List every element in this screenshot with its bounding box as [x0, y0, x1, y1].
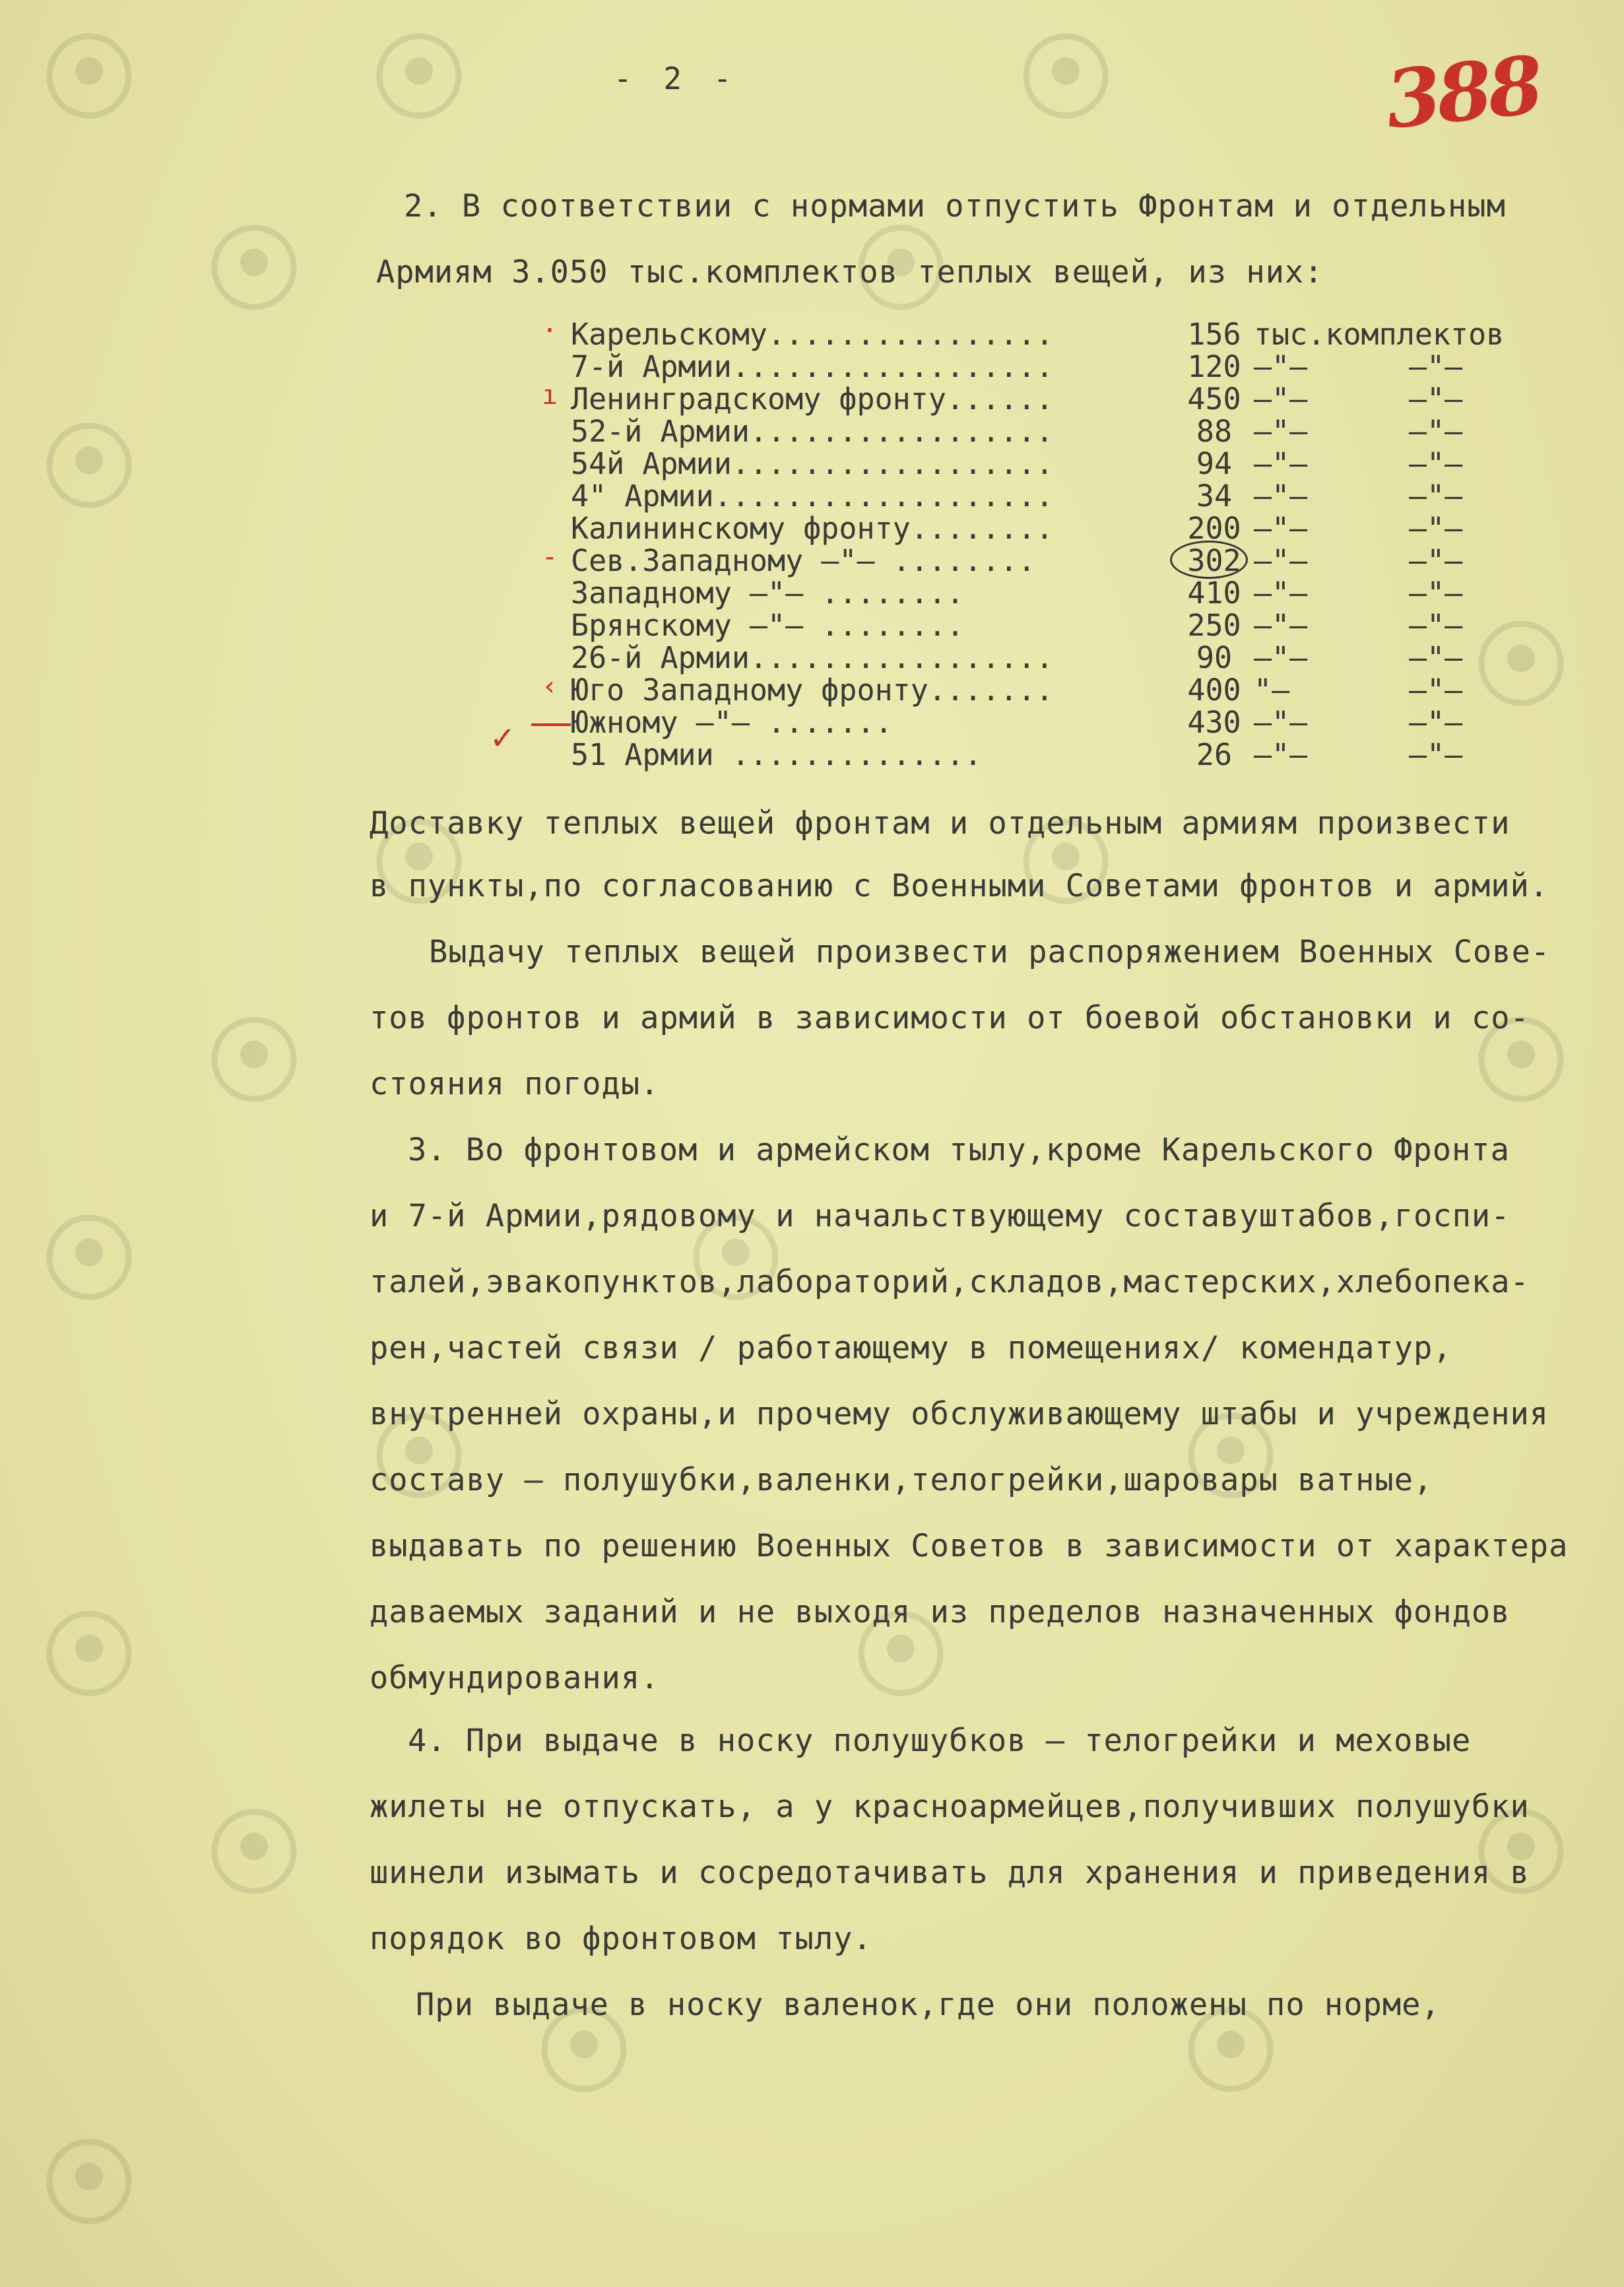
watermark-emblem-icon — [370, 26, 469, 125]
para3-line3: талей,эвакопунктов,лабораторий,складов,мастерских,хлебопека- — [370, 1264, 1530, 1300]
margin-mark-icon: - — [542, 542, 558, 572]
allocation-value: 90 — [1196, 640, 1233, 675]
allocation-unit: –"– — [1254, 479, 1308, 514]
allocation-name: Ленинградскому фронту...... — [571, 381, 1054, 416]
delivery-line2: в пункты,по согласованию с Военными Советами фронтов и армий. — [370, 868, 1549, 904]
watermark-emblem-icon — [205, 1010, 304, 1109]
allocation-unit-2: –"– — [1409, 576, 1463, 611]
allocation-row — [544, 511, 1574, 546]
allocation-unit: –"– — [1254, 511, 1308, 546]
margin-mark-icon: ı — [542, 380, 558, 411]
allocation-name: Сев.Западному –"– ........ — [571, 543, 1036, 578]
allocation-unit: –"– — [1254, 737, 1308, 772]
allocation-row — [544, 349, 1574, 384]
margin-mark-icon: · — [542, 315, 558, 346]
para3-line9: обмундирования. — [370, 1660, 660, 1696]
allocation-value: 410 — [1187, 576, 1241, 611]
para5-line1: При выдаче в носку валенок,где они положены по норме, — [416, 1987, 1441, 2023]
allocation-value: 94 — [1196, 446, 1233, 481]
allocation-unit-2: –"– — [1409, 479, 1463, 514]
allocation-unit: –"– — [1254, 446, 1308, 481]
allocation-unit: –"– — [1254, 543, 1308, 578]
allocation-row — [542, 315, 1574, 352]
allocation-unit-2: –"– — [1409, 673, 1463, 708]
allocation-unit: –"– — [1254, 705, 1308, 740]
allocation-name: 54й Армии.................. — [571, 446, 1054, 481]
para3-line4: рен,частей связи / работающему в помещениях/ комендатур, — [370, 1330, 1452, 1366]
para3-line5: внутренней охраны,и прочему обслуживающему штабы и учреждения — [370, 1396, 1549, 1432]
allocation-name: Южному –"– ....... — [571, 705, 893, 740]
watermark-emblem-icon — [40, 416, 139, 515]
allocation-unit: –"– — [1254, 640, 1308, 675]
watermark-emblem-icon — [40, 1208, 139, 1307]
allocation-unit-2: –"– — [1409, 737, 1463, 772]
allocation-value: 88 — [1196, 414, 1233, 449]
allocation-unit-2: –"– — [1409, 414, 1463, 449]
para3-line8: даваемых заданий и не выходя из пределов назначенных фондов — [370, 1594, 1510, 1630]
allocation-name: Карельскому................ — [571, 317, 1054, 352]
allocation-row — [544, 640, 1574, 673]
allocation-unit-2: –"– — [1409, 349, 1463, 384]
allocation-value: 250 — [1187, 608, 1241, 643]
para3-line6: составу – полушубки,валенки,телогрейки,шаровары ватные, — [370, 1462, 1433, 1498]
allocation-unit-2: –"– — [1409, 543, 1463, 578]
allocation-name: 26-й Армии................. — [571, 640, 1054, 675]
page-number: - 2 - — [614, 61, 738, 96]
allocation-value: 156 — [1187, 317, 1241, 352]
allocation-unit-2: –"– — [1409, 446, 1463, 481]
allocation-row — [544, 414, 1574, 449]
allocation-row — [544, 608, 1574, 643]
allocation-unit-2: –"– — [1409, 608, 1463, 643]
watermark-emblem-icon — [205, 1802, 304, 1901]
para3-line7: выдавать по решению Военных Советов в зависимости от характера — [370, 1528, 1569, 1564]
para4-line3: шинели изымать и сосредотачивать для хранения и приведения в — [370, 1855, 1530, 1891]
allocation-name: Западному –"– ........ — [571, 576, 965, 611]
archive-stamp-number: 388 — [1381, 38, 1544, 147]
allocation-unit: –"– — [1254, 608, 1308, 643]
allocation-name: Юго Западному фронту....... — [571, 673, 1054, 708]
allocation-value: 400 — [1187, 673, 1241, 708]
allocation-value: 430 — [1187, 705, 1241, 740]
allocation-unit: –"– — [1254, 576, 1308, 611]
allocation-row — [544, 705, 1574, 740]
issue-line2: тов фронтов и армий в зависимости от боевой обстановки и со- — [370, 1000, 1530, 1036]
red-check-mark-icon: ✓ — [492, 716, 513, 758]
watermark-emblem-icon — [40, 26, 139, 125]
allocation-unit: "– — [1254, 673, 1290, 708]
allocation-name: 4" Армии................... — [571, 479, 1054, 514]
allocation-value: 120 — [1187, 349, 1241, 384]
allocation-row — [544, 576, 1574, 611]
para3-line1: 3. Во фронтовом и армейском тылу,кроме Карельского Фронта — [408, 1132, 1510, 1168]
delivery-line1: Доставку теплых вещей фронтам и отдельным армиям произвести — [370, 805, 1510, 842]
watermark-emblem-icon — [205, 218, 304, 317]
allocation-unit: тыс.комплектов — [1254, 317, 1505, 352]
allocation-row — [544, 446, 1574, 479]
allocation-unit: –"– — [1254, 349, 1308, 384]
allocation-unit-2: –"– — [1409, 511, 1463, 546]
allocation-unit: –"– — [1254, 414, 1308, 449]
allocation-row — [544, 381, 1574, 414]
allocation-value: 302 — [1187, 543, 1241, 578]
allocation-name: Калининскому фронту........ — [571, 511, 1054, 546]
issue-line3: стояния погоды. — [370, 1066, 660, 1102]
allocation-name: 52-й Армии................. — [571, 414, 1054, 449]
para2-line2: Армиям 3.050 тыс.комплектов теплых вещей, из них: — [376, 254, 1324, 290]
watermark-emblem-icon — [1016, 26, 1115, 125]
allocation-name: Брянскому –"– ........ — [571, 608, 965, 643]
allocation-unit-2: –"– — [1409, 381, 1463, 416]
watermark-emblem-icon — [40, 1604, 139, 1703]
para2-line1: 2. В соответствии с нормами отпустить Фронтам и отдельным — [404, 188, 1506, 224]
allocation-value: 26 — [1196, 737, 1233, 772]
para4-line1: 4. При выдаче в носку полушубков – телогрейки и меховые — [408, 1723, 1472, 1759]
allocation-name: 51 Армии .............. — [571, 737, 983, 772]
para4-line4: порядок во фронтовом тылу. — [370, 1921, 872, 1957]
red-dash-mark — [531, 723, 571, 726]
watermark-emblem-icon — [40, 2132, 139, 2231]
allocation-row — [542, 671, 1574, 708]
allocation-unit: –"– — [1254, 381, 1308, 416]
allocation-row — [544, 543, 1574, 576]
para3-line2: и 7-й Армии,рядовому и начальствующему составуштабов,госпи- — [370, 1198, 1510, 1234]
allocation-value: 450 — [1187, 381, 1241, 416]
allocation-list — [544, 317, 1574, 770]
allocation-unit-2: –"– — [1409, 705, 1463, 740]
allocation-unit-2: –"– — [1409, 640, 1463, 675]
para4-line2: жилеты не отпускать, а у красноармейцев,получивших полушубки — [370, 1789, 1530, 1825]
allocation-name: 7-й Армии.................. — [571, 349, 1054, 384]
issue-line1: Выдачу теплых вещей произвести распоряжением Военных Сове- — [429, 934, 1551, 970]
allocation-row — [544, 737, 1574, 770]
allocation-row — [544, 479, 1574, 514]
allocation-value: 34 — [1196, 479, 1233, 514]
margin-mark-icon: ‹ — [542, 671, 558, 702]
allocation-value: 200 — [1187, 511, 1241, 546]
